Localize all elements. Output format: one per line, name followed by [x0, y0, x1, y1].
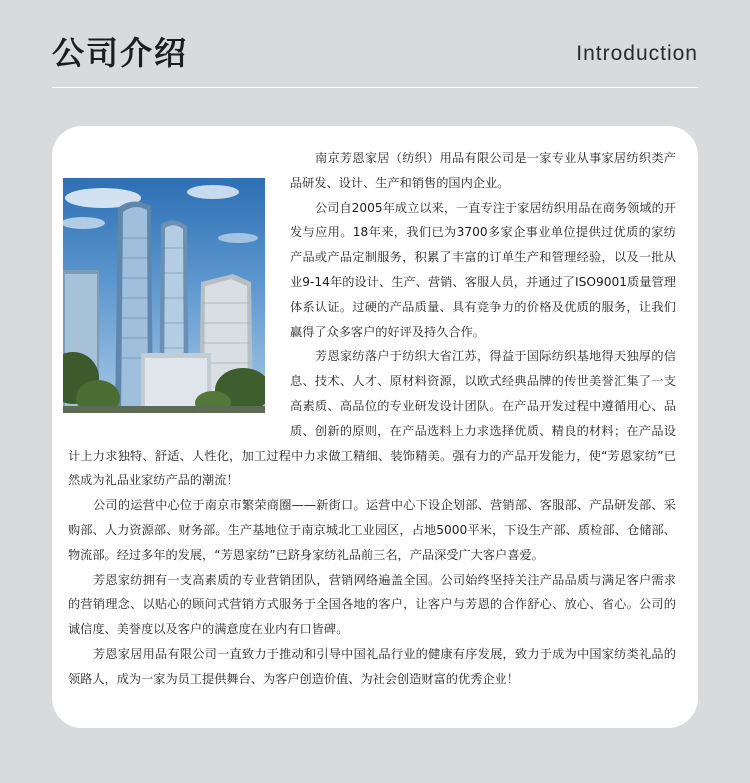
intro-paragraph-3: 芳恩家纺落户于纺织大省江苏，得益于国际纺织基地得天独厚的信息、技术、人才、原材料资源，以欧式经典品牌的传世美誉汇集了一支高素质、高品位的专业研发设计团队。在产品开发过程中遵循用心、品质、创新的原则，在产品选料上力求选择优质、精良的材料；在产品设计上力求独特、舒适、人性化，加工过程中力求做工精细、装饰精美。强有力的产品开发能力，使“芳恩家纺”已然成为礼品业家纺产品的潮流！	[68, 349, 676, 488]
intro-paragraph-1: 南京芳恩家居（纺织）用品有限公司是一家专业从事家居纺织类产品研发、设计、生产和销售的国内企业。	[290, 151, 676, 190]
photo-spacer	[52, 146, 290, 421]
introduction-text	[52, 146, 698, 692]
intro-paragraph-6: 芳恩家居用品有限公司一直致力于推动和引导中国礼品行业的健康有序发展，致力于成为中国家纺类礼品的领路人，成为一家为员工提供舞台、为客户创造价值、为社会创造财富的优秀企业！	[68, 646, 676, 686]
header-divider	[52, 87, 698, 88]
intro-paragraph-4: 公司的运营中心位于南京市繁荣商圈——新街口。运营中心下设企划部、营销部、客服部、产品研发部、采购部、人力资源部、财务部。生产基地位于南京城北工业园区，占地5000平米，下设生产部、质检部、仓储部、物流部。经过多年的发展，“芳恩家纺”已跻身家纺礼品前三名，产品深受广大客户喜爱。	[68, 498, 676, 562]
page-title-english: Introduction	[576, 42, 698, 65]
intro-paragraph-2: 公司自2005年成立以来，一直专注于家居纺织用品在商务领域的开发与应用。18年来，我们已为3700多家企事业单位提供过优质的家纺产品或产品定制服务，积累了丰富的订单生产和管理经验，以及一批从业9-14年的设计、生产、营销、客服人员，并通过了ISO9001质量管理体系认证。过硬的产品质量、具有竞争力的价格及优质的服务，让我们赢得了众多客户的好评及持久合作。	[290, 200, 676, 339]
page-title: 公司介绍	[52, 34, 189, 72]
intro-paragraph-5: 芳恩家纺拥有一支高素质的专业营销团队，营销网络遍盖全国。公司始终坚持关注产品品质与满足客户需求的营销理念、以贴心的顾问式营销方式服务于全国各地的客户，让客户与芳恩的合作舒心、放心、省心。公司的诚信度、美誉度以及客户的满意度在业内有口皆碑。	[68, 572, 676, 637]
introduction-card	[52, 126, 698, 728]
